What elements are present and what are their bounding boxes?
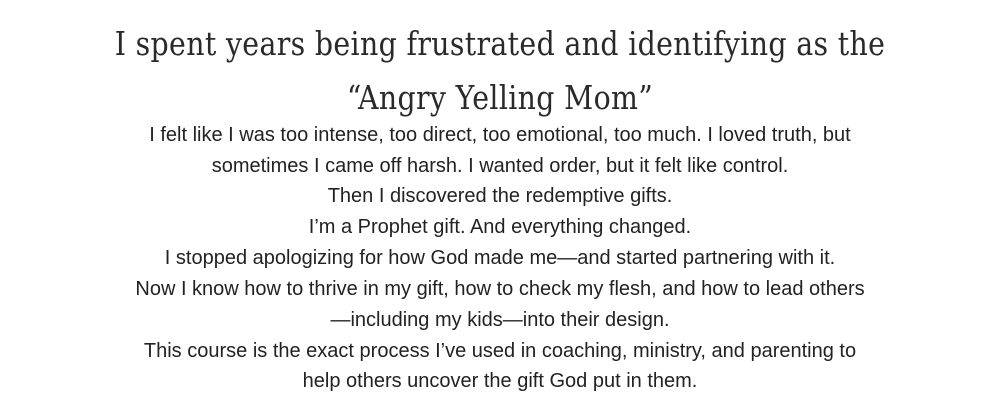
body-line-4: I’m a Prophet gift. And everything changed. <box>308 216 692 238</box>
body-line-5: I stopped apologizing for how God made me—and started partnering with it. <box>164 247 836 269</box>
body-line-9: help others uncover the gift God put in them. <box>302 370 698 392</box>
headline-line-1: I spent years being frustrated and identifying as the <box>114 24 886 63</box>
body-line-8: This course is the exact process I’ve used in coaching, ministry, and parenting to <box>143 340 857 362</box>
headline-line-2: “Angry Yelling Mom” <box>346 78 654 117</box>
body-line-3: Then I discovered the redemptive gifts. <box>327 185 673 207</box>
body-line-7: —including my kids—into their design. <box>330 309 670 331</box>
body-line-6: Now I know how to thrive in my gift, how to check my flesh, and how to lead others <box>135 278 865 300</box>
body-line-1: I felt like I was too intense, too direct, too emotional, too much. I loved truth, but <box>149 124 851 146</box>
body-line-2: sometimes I came off harsh. I wanted order, but it felt like control. <box>211 155 789 177</box>
